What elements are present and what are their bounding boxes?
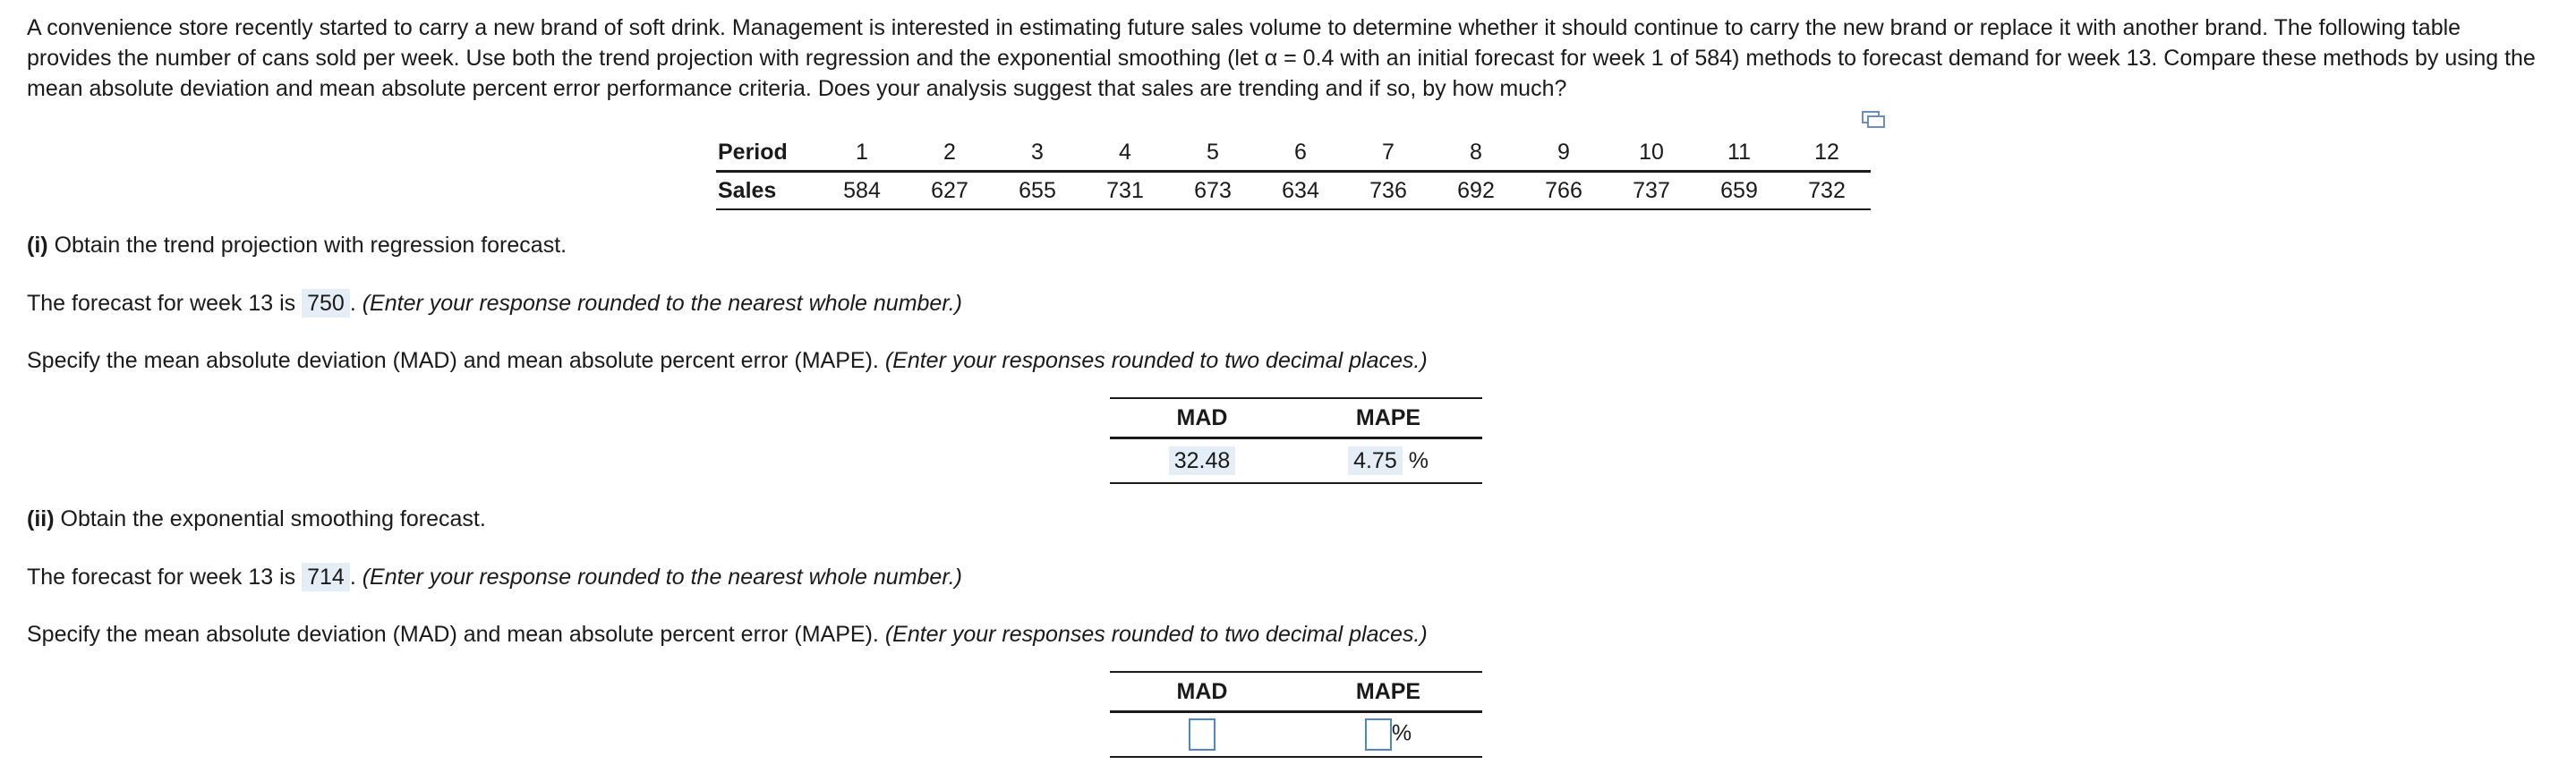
- period-cell: 7: [1344, 134, 1432, 172]
- part1-heading: [27, 230, 567, 260]
- sales-data-table: [716, 134, 1871, 210]
- sales-cell: 673: [1169, 172, 1257, 210]
- period-cell: 11: [1695, 134, 1783, 172]
- period-cell: 9: [1520, 134, 1608, 172]
- sales-cell: 659: [1695, 172, 1783, 210]
- period-header: Period: [716, 134, 818, 172]
- part2-label: (ii): [27, 506, 55, 531]
- sales-cell: 737: [1608, 172, 1695, 210]
- sales-cell: 692: [1432, 172, 1520, 210]
- period-cell: 5: [1169, 134, 1257, 172]
- part2-mape-cell: [1294, 712, 1482, 758]
- part1-forecast-line: [27, 288, 962, 319]
- part2-mape-input[interactable]: [1365, 718, 1392, 751]
- period-cell: 12: [1783, 134, 1871, 172]
- sales-cell: 627: [906, 172, 994, 210]
- part2-forecast-hint: (Enter your response rounded to the nearest whole number.): [362, 565, 963, 590]
- part1-mad-cell: [1110, 438, 1294, 484]
- part2-heading: [27, 504, 486, 534]
- part2-specify-line: [27, 619, 1428, 650]
- period-cell: 2: [906, 134, 994, 172]
- part2-mad-header: MAD: [1110, 672, 1294, 712]
- part1-mm-header-row: [1110, 398, 1482, 438]
- period-cell: 1: [818, 134, 906, 172]
- part1-forecast-period: .: [349, 291, 356, 316]
- part1-mape-cell: [1294, 438, 1482, 484]
- part1-mape-answer[interactable]: 4.75: [1348, 446, 1403, 475]
- part2-mm-header-row: [1110, 672, 1482, 712]
- part2-heading-text: Obtain the exponential smoothing forecast.: [60, 506, 486, 531]
- part1-mm-value-row: [1110, 438, 1482, 484]
- part1-mad-answer[interactable]: 32.48: [1169, 446, 1236, 475]
- part2-forecast-answer[interactable]: 714: [302, 563, 350, 591]
- sales-cell: 655: [994, 172, 1081, 210]
- part1-mape-header: MAPE: [1294, 398, 1482, 438]
- part1-heading-text: Obtain the trend projection with regression forecast.: [54, 233, 567, 258]
- period-cell: 3: [994, 134, 1081, 172]
- part2-percent-sign: %: [1391, 720, 1412, 746]
- sales-cell: 731: [1081, 172, 1169, 210]
- sales-cell: 732: [1783, 172, 1871, 210]
- part1-label: (i): [27, 233, 48, 258]
- part2-mad-mape-table: [1110, 671, 1482, 758]
- period-cell: 4: [1081, 134, 1169, 172]
- period-cell: 6: [1257, 134, 1344, 172]
- part1-mad-mape-table: [1110, 397, 1482, 484]
- part2-mape-header: MAPE: [1294, 672, 1482, 712]
- part1-mad-header: MAD: [1110, 398, 1294, 438]
- part1-specify-hint: (Enter your responses rounded to two decimal places.): [884, 348, 1428, 373]
- sales-header: Sales: [716, 172, 818, 210]
- period-row: [716, 134, 1871, 172]
- part2-specify-text: Specify the mean absolute deviation (MAD) and mean absolute percent error (MAPE).: [27, 622, 879, 647]
- part2-mad-cell: [1110, 712, 1294, 758]
- problem-statement: A convenience store recently started to carry a new brand of soft drink. Management is interested in estimating future sales volume to determine whether it should continue to carry the new brand or replace it with another brand. The following table provides the number of cans sold per week. Use both the trend projection with regression and the exponential smoothing (let α = 0.4 with an initial forecast for week 1 of 584) methods to forecast demand for week 13. Compare these methods by using the mean absolute deviation and mean absolute percent error performance criteria. Does your analysis suggest that sales are trending and if so, by how much?: [27, 15, 2536, 101]
- copy-table-icon[interactable]: [1862, 111, 1885, 129]
- part1-forecast-hint: (Enter your response rounded to the nearest whole number.): [362, 291, 963, 316]
- part2-mm-value-row: [1110, 712, 1482, 758]
- part1-specify-text: Specify the mean absolute deviation (MAD) and mean absolute percent error (MAPE).: [27, 348, 879, 373]
- period-cell: 8: [1432, 134, 1520, 172]
- sales-cell: 634: [1257, 172, 1344, 210]
- sales-cell: 584: [818, 172, 906, 210]
- sales-cell: 766: [1520, 172, 1608, 210]
- part1-percent-sign: %: [1408, 447, 1429, 473]
- part2-mad-input[interactable]: [1189, 718, 1215, 751]
- sales-row: [716, 172, 1871, 210]
- part2-forecast-period: .: [349, 565, 356, 590]
- sales-cell: 736: [1344, 172, 1432, 210]
- part1-specify-line: [27, 345, 1428, 376]
- part1-forecast-prefix: The forecast for week 13 is: [27, 291, 296, 316]
- period-cell: 10: [1608, 134, 1695, 172]
- part2-forecast-line: [27, 562, 962, 592]
- part1-forecast-answer[interactable]: 750: [302, 289, 350, 318]
- part2-specify-hint: (Enter your responses rounded to two decimal places.): [884, 622, 1428, 647]
- part2-forecast-prefix: The forecast for week 13 is: [27, 565, 296, 590]
